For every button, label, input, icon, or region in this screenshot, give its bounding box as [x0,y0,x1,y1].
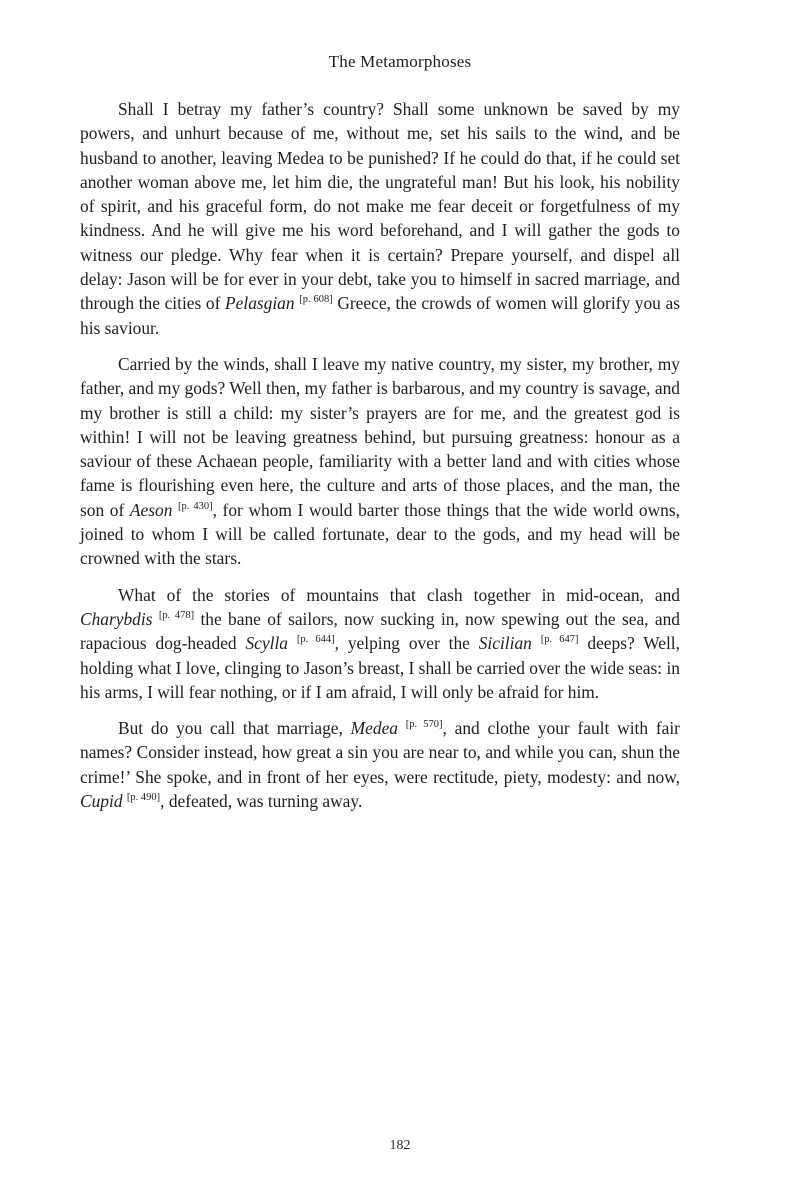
text-run: Carried by the winds, shall I leave my native country, my sister, my brother, my father, and my gods? Well then, my father is barbarous, and my country is savage, and my brother is still a child: my sister’s prayers are for me, and the greatest god is within! I will not be leaving greatness behind, but pursuing greatness: honour as a saviour of these Achaean people, familiarity with a better land and with cities whose fame is flourishing even here, the culture and arts of those places, and the man, the son of [80,353,680,520]
text-run [398,718,406,738]
italic-name: Charybdis [80,608,153,629]
text-run: Greece, the crowds of women will glorify you as his saviour. [80,293,680,338]
paragraph [80,716,680,813]
text-run: Shall I betray my father’s country? Shall some unknown be saved by my powers, and unhurt because of me, without me, set his sails to the wind, and be husband to another, leaving Medea to be punished? If he could do that, if he could set another woman above me, let him die, the ungrateful man! But his look, his nobility of spirit, and his graceful form, do not make me fear deceit or forgetfulness of my kindness. And he will give me his word beforehand, and I will gather the gods to witness our pledge. Why fear when it is certain? Prepare yourself, and dispel all delay: Jason will be for ever in your debt, take you to himself in sacred marriage, and through the cities of [80,99,680,314]
text-run: , for whom I would barter those things that the wide world owns, joined to whom I will be called fortunate, dear to the gods, and my head will be crowned with the stars. [80,499,680,569]
text-run: , defeated, was turning away. [160,791,363,812]
page-reference: [p. 644] [296,634,335,646]
text-run [532,633,541,653]
italic-name: Cupid [80,791,123,812]
text-run: But do you call that marriage, [118,718,351,739]
italic-name: Medea [350,718,398,739]
paragraph [80,352,680,571]
text-run: , and clothe your fault with fair names? Consider instead, how great a sin you are near to, and while you can, shun the crime!’ She spoke, and in front of her eyes, were rectitude, piety, modesty: and now, [80,718,680,787]
page-reference: [p. 608] [299,294,333,306]
page-reference: [p. 490] [126,792,161,804]
body-text [80,97,680,825]
text-run: deeps? Well, holding what I love, clinging to Jason’s breast, I shall be carried over the wide seas: in his arms, I will fear nothing, or if I am afraid, I will only be afraid for him. [80,633,680,702]
text-run: , yelping over the [334,633,479,654]
text-run: the bane of sailors, now sucking in, now spewing out the sea, and rapacious dog-headed [80,608,680,654]
page-reference: [p. 430] [178,500,213,512]
italic-name: Pelasgian [225,293,295,314]
paragraph [80,97,680,340]
text-run: What of the stories of mountains that clash together in mid-ocean, and [118,584,680,605]
paragraph [80,583,680,704]
page-reference: [p. 647] [540,634,579,646]
page-number: 182 [389,1138,411,1153]
italic-name: Sicilian [478,633,532,654]
italic-name: Scylla [245,633,288,654]
running-title: The Metamorphoses [328,52,472,71]
text-run [288,633,297,653]
page-reference: [p. 570] [405,719,443,731]
italic-name: Aeson [129,499,173,520]
page-reference: [p. 478] [158,610,195,622]
